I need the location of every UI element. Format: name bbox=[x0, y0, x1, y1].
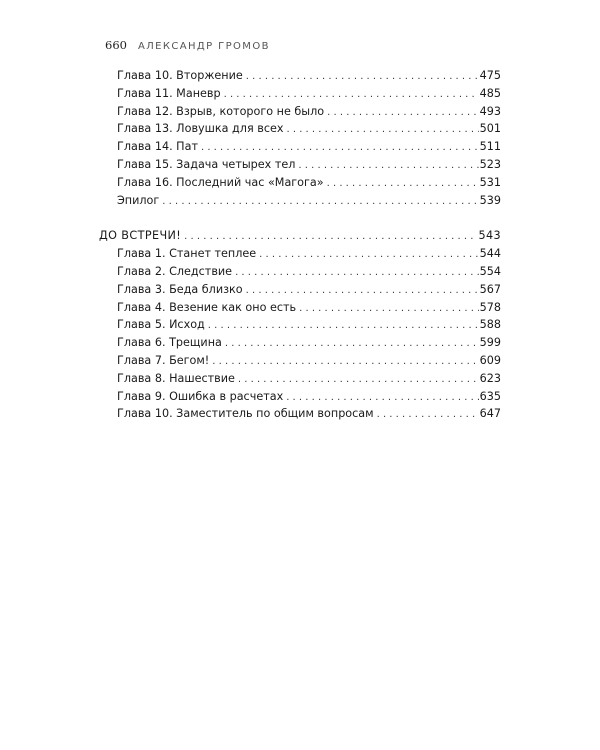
toc-leader-dots bbox=[225, 335, 479, 353]
toc-leader-dots bbox=[235, 264, 479, 282]
toc-entry-page: 599 bbox=[479, 336, 501, 350]
toc-entry-title: Глава 1. Станет теплее bbox=[117, 247, 257, 261]
toc-entry-title: Глава 4. Везение как оно есть bbox=[117, 300, 297, 314]
toc-entry bbox=[99, 156, 501, 174]
toc-leader-dots bbox=[224, 86, 479, 104]
toc-entry-page: 578 bbox=[479, 300, 501, 314]
toc-entry-page: 531 bbox=[479, 175, 501, 189]
toc-entry bbox=[99, 405, 501, 423]
toc-entry-title: Глава 7. Бегом! bbox=[117, 353, 210, 367]
toc-entry-title: Глава 10. Вторжение bbox=[117, 69, 243, 82]
toc-entry-page: 567 bbox=[479, 282, 501, 296]
toc-entry bbox=[99, 299, 501, 317]
toc-entry bbox=[99, 281, 501, 299]
toc-entry-page: 647 bbox=[479, 407, 501, 421]
toc-entry-page: 635 bbox=[479, 389, 501, 403]
section-gap bbox=[99, 209, 501, 227]
toc-leader-dots bbox=[259, 246, 478, 264]
toc-entry-title: Глава 14. Пат bbox=[117, 140, 198, 154]
toc-entry-page: 554 bbox=[479, 264, 501, 278]
toc-leader-dots bbox=[246, 282, 479, 300]
toc-leader-dots bbox=[327, 104, 479, 122]
toc-entry-page: 475 bbox=[479, 69, 501, 82]
toc-entry bbox=[99, 263, 501, 281]
toc-leader-dots bbox=[201, 139, 479, 157]
toc-entry-title: Глава 8. Нашествие bbox=[117, 371, 235, 385]
toc-entry bbox=[99, 352, 501, 370]
toc-leader-dots bbox=[184, 228, 477, 246]
running-head bbox=[105, 38, 270, 52]
toc-entry-page: 609 bbox=[479, 353, 501, 367]
toc-entry-title: Глава 3. Беда близко bbox=[117, 282, 243, 296]
toc-leader-dots bbox=[286, 389, 478, 407]
toc-entry-page: 623 bbox=[479, 371, 501, 385]
toc-entry-title: Глава 11. Маневр bbox=[117, 86, 221, 100]
toc-entry-title: Глава 6. Трещина bbox=[117, 336, 222, 350]
toc-entry bbox=[99, 67, 501, 85]
table-of-contents bbox=[99, 67, 501, 423]
toc-leader-dots bbox=[162, 193, 478, 211]
toc-section-heading bbox=[99, 227, 501, 245]
toc-leader-dots bbox=[298, 157, 478, 175]
toc-leader-dots bbox=[299, 300, 479, 318]
toc-entry bbox=[99, 370, 501, 388]
toc-entry bbox=[99, 316, 501, 334]
toc-leader-dots bbox=[238, 371, 479, 389]
toc-entry-page: 485 bbox=[479, 86, 501, 100]
toc-leader-dots bbox=[377, 406, 479, 424]
toc-section-page: 543 bbox=[478, 229, 501, 243]
toc-entry-title: Глава 12. Взрыв, которого не было bbox=[117, 104, 325, 118]
toc-entry-page: 493 bbox=[479, 104, 501, 118]
toc-leader-dots bbox=[208, 317, 479, 335]
toc-leader-dots bbox=[327, 175, 479, 193]
toc-entry-title: Глава 2. Следствие bbox=[117, 264, 233, 278]
toc-entry bbox=[99, 174, 501, 192]
toc-entry-page: 588 bbox=[479, 318, 501, 332]
toc-entry bbox=[99, 388, 501, 406]
toc-entry-title: Эпилог bbox=[117, 193, 160, 207]
toc-entry bbox=[99, 245, 501, 263]
toc-entry-page: 523 bbox=[479, 157, 501, 171]
toc-entry bbox=[99, 103, 501, 121]
toc-entry-title: Глава 16. Последний час «Магога» bbox=[117, 175, 324, 189]
toc-entry-title: Глава 10. Заместитель по общим вопросам bbox=[117, 407, 374, 421]
toc-entry-page: 539 bbox=[479, 193, 501, 207]
toc-entry-title: Глава 5. Исход bbox=[117, 318, 205, 332]
author-name: АЛЕКСАНДР ГРОМОВ bbox=[137, 41, 270, 52]
toc-leader-dots bbox=[246, 68, 479, 86]
toc-leader-dots bbox=[212, 353, 478, 371]
toc-entry bbox=[99, 192, 501, 210]
toc-section-title: ДО ВСТРЕЧИ! bbox=[99, 229, 182, 243]
toc-entry-title: Глава 15. Задача четырех тел bbox=[117, 157, 296, 171]
toc-entry bbox=[99, 120, 501, 138]
toc-entry bbox=[99, 85, 501, 103]
page-number: 660 bbox=[105, 38, 127, 52]
toc-entry-page: 501 bbox=[479, 122, 501, 136]
toc-entry bbox=[99, 334, 501, 352]
toc-entry-page: 511 bbox=[479, 140, 501, 154]
toc-entry-title: Глава 9. Ошибка в расчетах bbox=[117, 389, 284, 403]
toc-leader-dots bbox=[286, 121, 478, 139]
toc-entry bbox=[99, 138, 501, 156]
toc-entry-page: 544 bbox=[479, 247, 501, 261]
toc-entry-title: Глава 13. Ловушка для всех bbox=[117, 122, 284, 136]
